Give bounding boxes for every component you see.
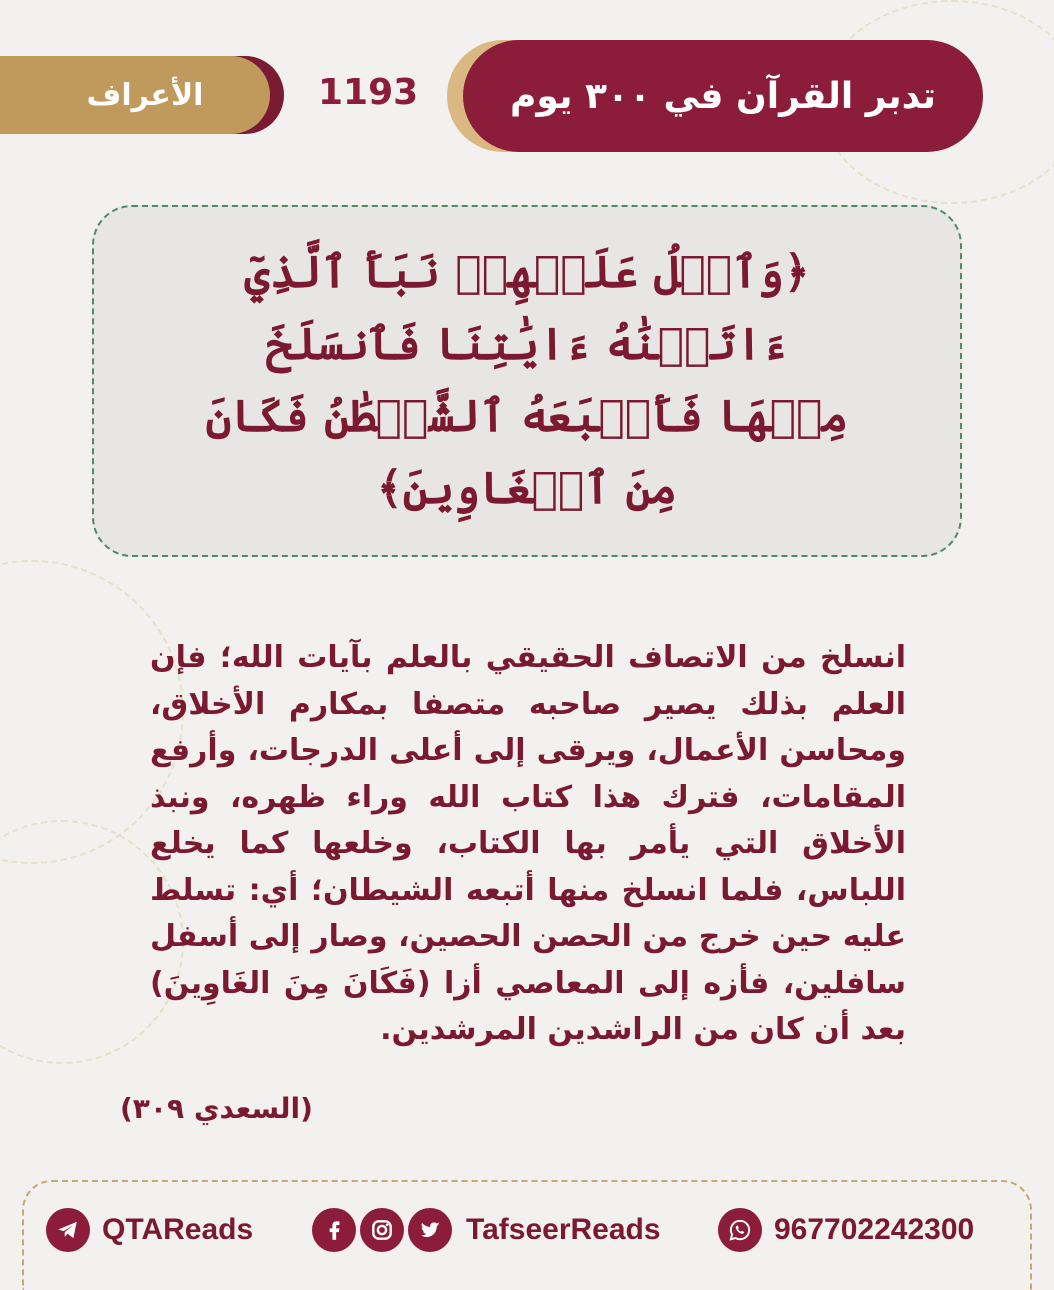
- tafsir-source: (السعدي ٣٠٩): [120, 1092, 313, 1125]
- surah-banner: [0, 56, 270, 134]
- header-title: تدبر القرآن في ٣٠٠ يوم: [510, 75, 936, 117]
- whatsapp-number: 967702242300: [774, 1213, 975, 1246]
- telegram-link[interactable]: [46, 1208, 253, 1252]
- header-title-banner: [463, 40, 983, 152]
- instagram-icon[interactable]: [360, 1208, 404, 1252]
- tafsir-text: انسلخ من الاتصاف الحقيقي بالعلم بآيات الله؛ فإن العلم بذلك يصير صاحبه متصفا بمكارم الأخلاق، ومحاسن الأعمال، ويرقى إلى أعلى الدرجات، وأرفع المقامات، فترك هذا كتاب الله وراء ظهره، ونبذ الأخلاق التي يأمر بها الكتاب، وخلعها كما يخلع اللباس، فلما انسلخ منها أتبعه الشيطان؛ أي: تسلط عليه حين خرج من الحصن الحصين، وصار إلى أسفل سافلين، فأزه إلى المعاصي أزا (فَكَانَ مِنَ الغَاوِينَ) بعد أن كان من الراشدين المرشدين.: [150, 640, 906, 1047]
- quran-verse: ﴿وَٱتۡلُ عَلَيۡهِمۡ نَبَأَ ٱلَّذِيٓ ءَاتَيۡنَٰهُ ءَايَٰتِنَا فَٱنسَلَخَ مِنۡهَا فَأَتۡبَعَهُ ٱلشَّيۡطَٰنُ فَكَانَ مِنَ ٱلۡغَاوِينَ﴾: [205, 247, 849, 514]
- whatsapp-icon: [718, 1208, 762, 1252]
- facebook-icon[interactable]: [312, 1208, 356, 1252]
- whatsapp-link[interactable]: [718, 1208, 974, 1252]
- telegram-handle: QTAReads: [102, 1213, 254, 1246]
- surah-name: الأعراف: [86, 77, 204, 113]
- twitter-icon[interactable]: [408, 1208, 452, 1252]
- page-number: 1193: [318, 72, 419, 113]
- social-handle: TafseerReads: [466, 1213, 661, 1246]
- verse-box: [92, 205, 962, 557]
- social-links[interactable]: [312, 1208, 661, 1252]
- telegram-icon: [46, 1208, 90, 1252]
